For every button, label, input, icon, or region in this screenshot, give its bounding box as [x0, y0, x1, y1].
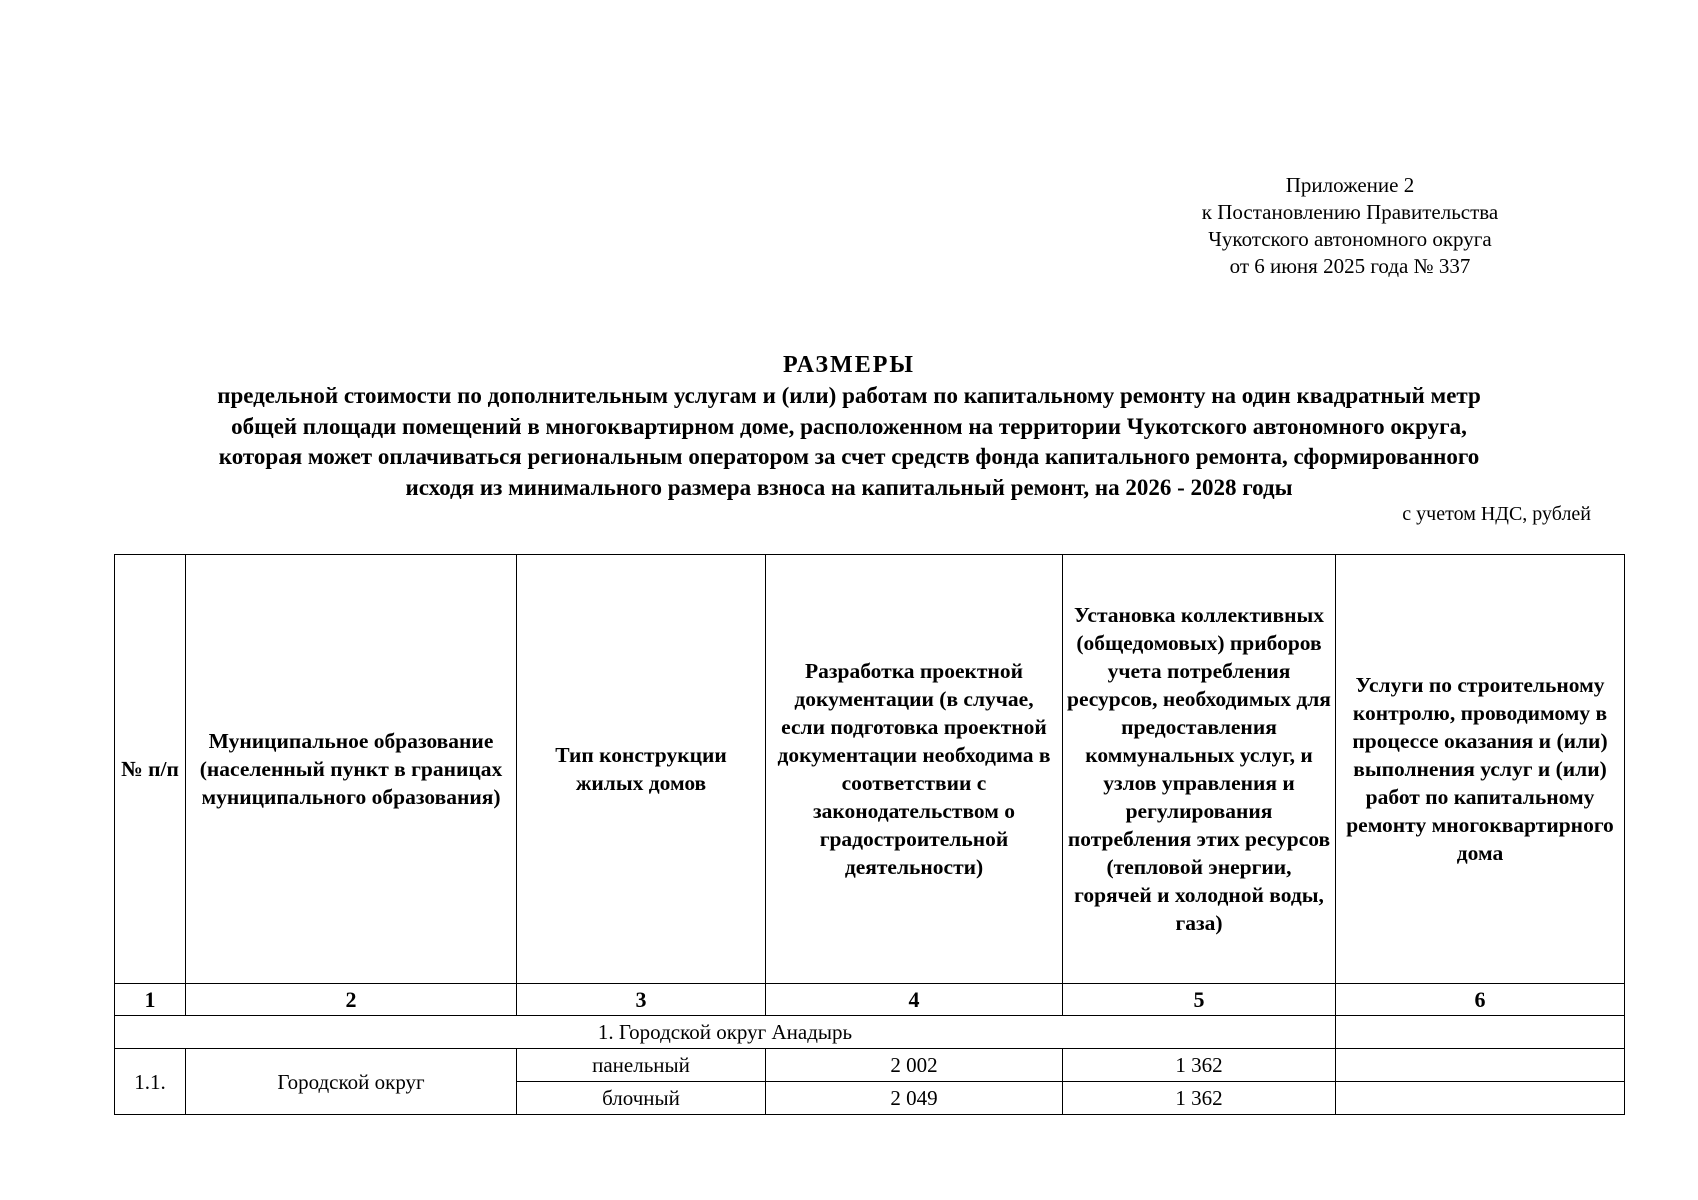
section-row	[115, 1016, 1625, 1049]
column-number: 4	[766, 984, 1063, 1016]
cell-design-cost: 2 049	[766, 1082, 1063, 1115]
header-construction-control: Услуги по строительному контролю, проводимому в процессе оказания и (или) выполнения услуг и (или) работ по капитальному ремонту многоквартирного дома	[1336, 555, 1625, 984]
cost-table	[114, 554, 1625, 1115]
column-number-row	[115, 984, 1625, 1016]
column-number: 6	[1336, 984, 1625, 1016]
subtitle-line: общей площади помещений в многоквартирном доме, расположенном на территории Чукотского автономного округа,	[231, 413, 1467, 439]
cell-construction-type: блочный	[517, 1082, 766, 1115]
header-project-documentation: Разработка проектной документации (в случае, если подготовка проектной документации необходима в соответствии с законодательством о градостроительной деятельности)	[766, 555, 1063, 984]
appendix-line: к Постановлению Правительства	[1201, 200, 1499, 224]
document-title: РАЗМЕРЫ	[783, 352, 915, 378]
cell-metering-cost: 1 362	[1063, 1049, 1336, 1082]
table-row	[115, 1049, 1625, 1082]
row-municipality: Городской округ	[186, 1049, 517, 1115]
appendix-line: Чукотского автономного округа	[1208, 227, 1492, 251]
header-construction-type: Тип конструкции жилых домов	[517, 555, 766, 984]
subtitle-line: исходя из минимального размера взноса на капитальный ремонт, на 2026 - 2028 годы	[405, 474, 1293, 500]
subtitle-line: предельной стоимости по дополнительным услугам и (или) работам по капитальному ремонту на один квадратный метр	[217, 383, 1481, 408]
column-number: 2	[186, 984, 517, 1016]
cell-control-cost	[1336, 1082, 1625, 1115]
header-municipality: Муниципальное образование (населенный пункт в границах муниципального образования)	[186, 555, 517, 984]
column-number: 3	[517, 984, 766, 1016]
appendix-line: от 6 июня 2025 года № 337	[1229, 254, 1471, 278]
section-title: 1. Городской округ Анадырь	[115, 1016, 1336, 1049]
subtitle-line: которая может оплачиваться региональным оператором за счет средств фонда капитального ремонта, сформированного	[218, 444, 1480, 469]
header-number: № п/п	[115, 555, 186, 984]
appendix-block	[1130, 172, 1570, 280]
header-metering-devices: Установка коллективных (общедомовых) приборов учета потребления ресурсов, необходимых для предоставления коммунальных услуг, и узлов управления и регулирования потребления этих ресурсов (тепловой энергии, горячей и холодной воды, газа)	[1063, 555, 1336, 984]
row-number: 1.1.	[115, 1049, 186, 1115]
section-empty-cell	[1336, 1016, 1625, 1049]
cell-design-cost: 2 002	[766, 1049, 1063, 1082]
units-note: с учетом НДС, рублей	[1402, 503, 1591, 525]
appendix-line: Приложение 2	[1285, 173, 1415, 197]
column-number: 1	[115, 984, 186, 1016]
cell-metering-cost: 1 362	[1063, 1082, 1336, 1115]
table-header-row	[115, 555, 1625, 984]
cell-construction-type: панельный	[517, 1049, 766, 1082]
cell-control-cost	[1336, 1049, 1625, 1082]
document-subtitle	[110, 381, 1588, 503]
column-number: 5	[1063, 984, 1336, 1016]
